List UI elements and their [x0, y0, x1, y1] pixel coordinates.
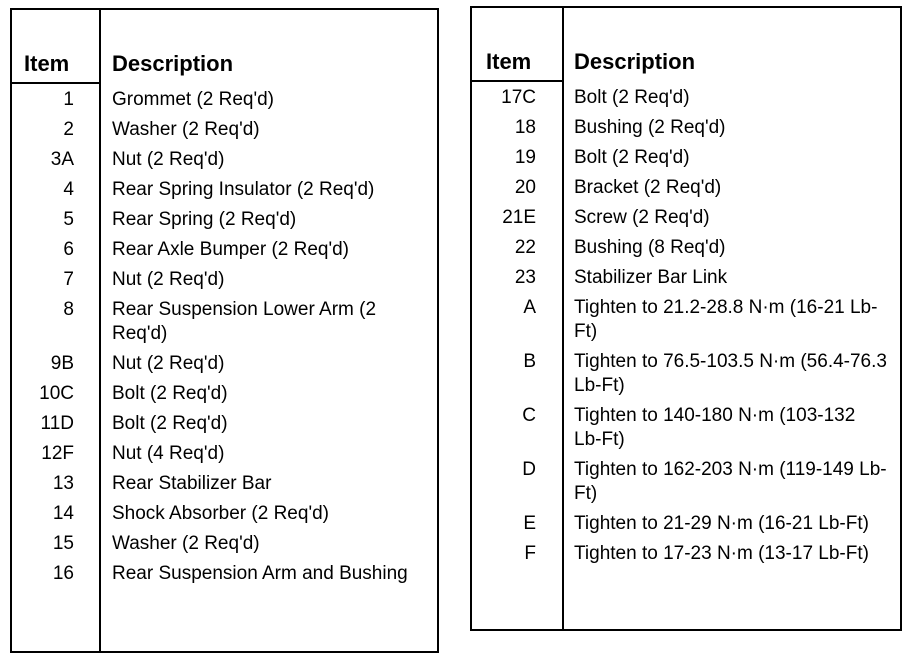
item-number: 8 — [63, 299, 74, 320]
table-row — [472, 236, 900, 260]
item-description: Rear Spring Insulator (2 Req'd) — [112, 179, 375, 200]
item-number: C — [522, 405, 536, 426]
item-number: 7 — [63, 269, 74, 290]
table-row — [12, 562, 437, 586]
table-row — [12, 208, 437, 232]
item-description: Bushing (8 Req'd) — [574, 237, 726, 258]
table-row — [12, 442, 437, 466]
item-description: Tighten to 21.2-28.8 N·m (16-21 Lb-Ft) — [574, 297, 878, 342]
item-description: Tighten to 140-180 N·m (103-132 Lb-Ft) — [574, 405, 856, 450]
item-number: 11D — [40, 413, 74, 434]
item-header: Item — [486, 49, 532, 74]
item-number: 5 — [63, 209, 74, 230]
item-description: Bolt (2 Req'd) — [574, 147, 690, 168]
item-number: 3A — [50, 149, 74, 170]
table-row — [12, 472, 437, 496]
item-number: 10C — [39, 383, 74, 404]
item-description: Tighten to 21-29 N·m (16-21 Lb-Ft) — [574, 513, 869, 534]
item-number: 22 — [514, 237, 536, 258]
item-description: Rear Suspension Arm and Bushing — [112, 563, 408, 584]
table-row — [12, 382, 437, 406]
item-number: 13 — [52, 473, 74, 494]
table-row — [472, 266, 900, 290]
table-row — [472, 146, 900, 170]
item-description: Stabilizer Bar Link — [574, 267, 728, 288]
item-description: Shock Absorber (2 Req'd) — [112, 503, 329, 524]
item-description: Tighten to 162-203 N·m (119-149 Lb-Ft) — [574, 459, 887, 504]
table-row — [472, 404, 900, 452]
table-row — [12, 88, 437, 112]
table-row — [472, 512, 900, 536]
item-number: 9B — [50, 353, 74, 374]
item-number: 4 — [63, 179, 74, 200]
description-header: Description — [112, 51, 234, 76]
item-description: Bolt (2 Req'd) — [112, 383, 228, 404]
table-row — [12, 238, 437, 262]
item-description: Washer (2 Req'd) — [112, 533, 260, 554]
item-description: Nut (2 Req'd) — [112, 353, 225, 374]
item-number: E — [523, 513, 536, 534]
table-row — [472, 86, 900, 110]
item-description: Nut (4 Req'd) — [112, 443, 225, 464]
item-number: 17C — [501, 87, 536, 108]
item-description: Tighten to 76.5-103.5 N·m (56.4-76.3 Lb-Ft) — [574, 351, 887, 396]
table-body — [472, 86, 900, 572]
table-row — [12, 412, 437, 436]
table-row — [12, 148, 437, 172]
item-description: Bracket (2 Req'd) — [574, 177, 722, 198]
header-rule — [472, 80, 562, 82]
table-row — [472, 296, 900, 344]
table-row — [472, 176, 900, 200]
table-row — [472, 350, 900, 398]
table-row — [472, 458, 900, 506]
table-row — [472, 542, 900, 566]
table-header — [472, 48, 900, 78]
table-row — [12, 268, 437, 292]
table-row — [12, 502, 437, 526]
item-number: 19 — [514, 147, 536, 168]
item-description: Rear Stabilizer Bar — [112, 473, 272, 494]
item-description: Rear Spring (2 Req'd) — [112, 209, 297, 230]
item-description: Grommet (2 Req'd) — [112, 89, 275, 110]
item-number: 18 — [514, 117, 536, 138]
table-row — [12, 298, 437, 346]
item-description: Bolt (2 Req'd) — [112, 413, 228, 434]
description-header: Description — [574, 49, 696, 74]
item-number: 23 — [514, 267, 536, 288]
table-row — [12, 532, 437, 556]
table-header — [12, 50, 437, 80]
item-description: Nut (2 Req'd) — [112, 269, 225, 290]
item-number: 16 — [52, 563, 74, 584]
item-description: Rear Axle Bumper (2 Req'd) — [112, 239, 350, 260]
item-number: 12F — [41, 443, 74, 464]
table-body — [12, 88, 437, 592]
item-number: A — [523, 297, 536, 318]
item-number: 15 — [52, 533, 74, 554]
table-row — [472, 206, 900, 230]
parts-table-right — [470, 6, 902, 631]
table-row — [472, 116, 900, 140]
item-number: 14 — [52, 503, 74, 524]
item-description: Nut (2 Req'd) — [112, 149, 225, 170]
table-row — [12, 352, 437, 376]
item-number: F — [524, 543, 536, 564]
item-number: 2 — [63, 119, 74, 140]
item-description: Washer (2 Req'd) — [112, 119, 260, 140]
item-number: 1 — [63, 89, 74, 110]
table-row — [12, 118, 437, 142]
item-description: Bolt (2 Req'd) — [574, 87, 690, 108]
item-description: Screw (2 Req'd) — [574, 207, 710, 228]
header-rule — [12, 82, 99, 84]
item-number: B — [523, 351, 536, 372]
item-number: D — [522, 459, 536, 480]
item-description: Rear Suspension Lower Arm (2 Req'd) — [112, 299, 377, 344]
item-description: Bushing (2 Req'd) — [574, 117, 726, 138]
table-row — [12, 178, 437, 202]
item-number: 6 — [63, 239, 74, 260]
parts-table-left — [10, 8, 439, 653]
item-description: Tighten to 17-23 N·m (13-17 Lb-Ft) — [574, 543, 869, 564]
item-header: Item — [24, 51, 70, 76]
item-number: 21E — [502, 207, 536, 228]
item-number: 20 — [514, 177, 536, 198]
